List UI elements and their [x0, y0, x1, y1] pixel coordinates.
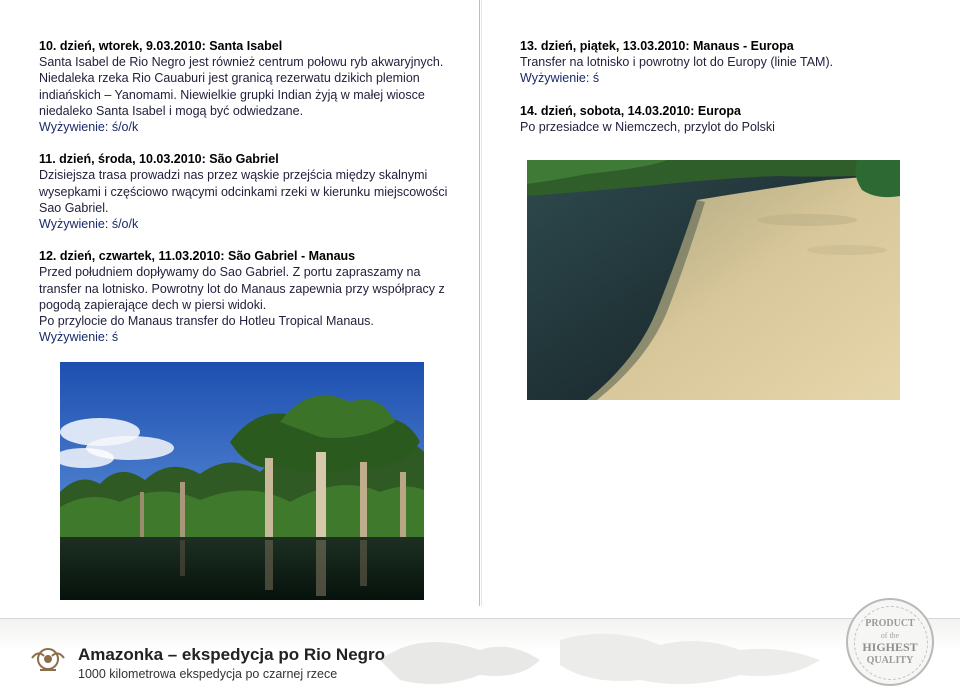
day-12-line: pogodą zapierające dech w piersi widoki.	[39, 297, 267, 312]
footer-title: Amazonka – ekspedycja po Rio Negro	[78, 645, 386, 664]
day-14-line: Po przesiadce w Niemczech, przylot do Polski	[520, 119, 775, 134]
day-10-line: indiańskich – Yanomami. Niewielkie grupki Indian żyją w małej wiosce	[39, 87, 425, 102]
company-logo-icon	[28, 642, 68, 676]
day-13-title: 13. dzień, piątek, 13.03.2010: Manaus - Europa	[520, 39, 794, 53]
day-11-section	[39, 151, 459, 232]
day-12-section	[39, 248, 459, 345]
day-10-section	[39, 38, 459, 135]
day-13-section	[520, 38, 940, 87]
left-column	[39, 38, 459, 361]
footer-separator	[0, 618, 960, 619]
day-14-section	[520, 103, 940, 135]
badge-product: PRODUCT	[865, 618, 915, 629]
right-column	[520, 38, 940, 151]
day-11-diet: Wyżywienie: ś/o/k	[39, 217, 139, 232]
world-map-watermark	[360, 620, 840, 700]
day-11-line: Dzisiejsza trasa prowadzi nas przez wąskie przejścia między skalnymi	[39, 168, 428, 183]
day-11-line: wysepkami i częściowo rwącymi odcinkami rzeki w kierunku miejscowości	[39, 184, 448, 199]
day-12-line: Po przylocie do Manaus transfer do Hotleu Tropical Manaus.	[39, 314, 374, 329]
column-divider-shadow	[481, 0, 482, 606]
badge-of-the: of the	[880, 631, 900, 640]
day-11-line: Sao Gabriel.	[39, 200, 109, 215]
day-14-title: 14. dzień, sobota, 14.03.2010: Europa	[520, 103, 741, 118]
day-11-title: 11. dzień, środa, 10.03.2010: São Gabriel	[39, 152, 279, 167]
day-12-title: 12. dzień, czwartek, 11.03.2010: São Gabriel - Manaus	[39, 249, 356, 264]
badge-highest: HIGHEST	[862, 640, 918, 654]
meeting-of-waters-photo	[527, 160, 900, 400]
badge-quality: QUALITY	[866, 655, 914, 666]
day-12-line: transfer na lotnisko. Powrotny lot do Manaus zapewnia przy współpracy z	[39, 281, 445, 296]
quality-badge	[846, 598, 934, 686]
day-10-line: Niedaleka rzeka Rio Cauaburi jest granicą rezerwatu dzikich plemion	[39, 71, 420, 86]
day-10-diet: Wyżywienie: ś/o/k	[39, 120, 139, 135]
day-10-line: niedaleko Santa Isabel i mogą być odwiedzane.	[39, 103, 304, 118]
day-12-line: Przed południem dopływamy do Sao Gabriel. Z portu zapraszamy na	[39, 265, 421, 280]
day-10-line: Santa Isabel de Rio Negro jest również centrum połowu ryb akwaryjnych.	[39, 55, 444, 70]
day-10-title: 10. dzień, wtorek, 9.03.2010: Santa Isabel	[39, 39, 283, 53]
day-13-diet: Wyżywienie: ś	[520, 71, 600, 86]
day-12-diet: Wyżywienie: ś	[39, 330, 119, 345]
column-divider	[479, 0, 480, 606]
day-13-line: Transfer na lotnisko i powrotny lot do Europy (linie TAM).	[520, 55, 834, 70]
footer-subtitle: 1000 kilometrowa ekspedycja po czarnej rzece	[78, 667, 338, 681]
flooded-forest-photo	[60, 362, 424, 600]
